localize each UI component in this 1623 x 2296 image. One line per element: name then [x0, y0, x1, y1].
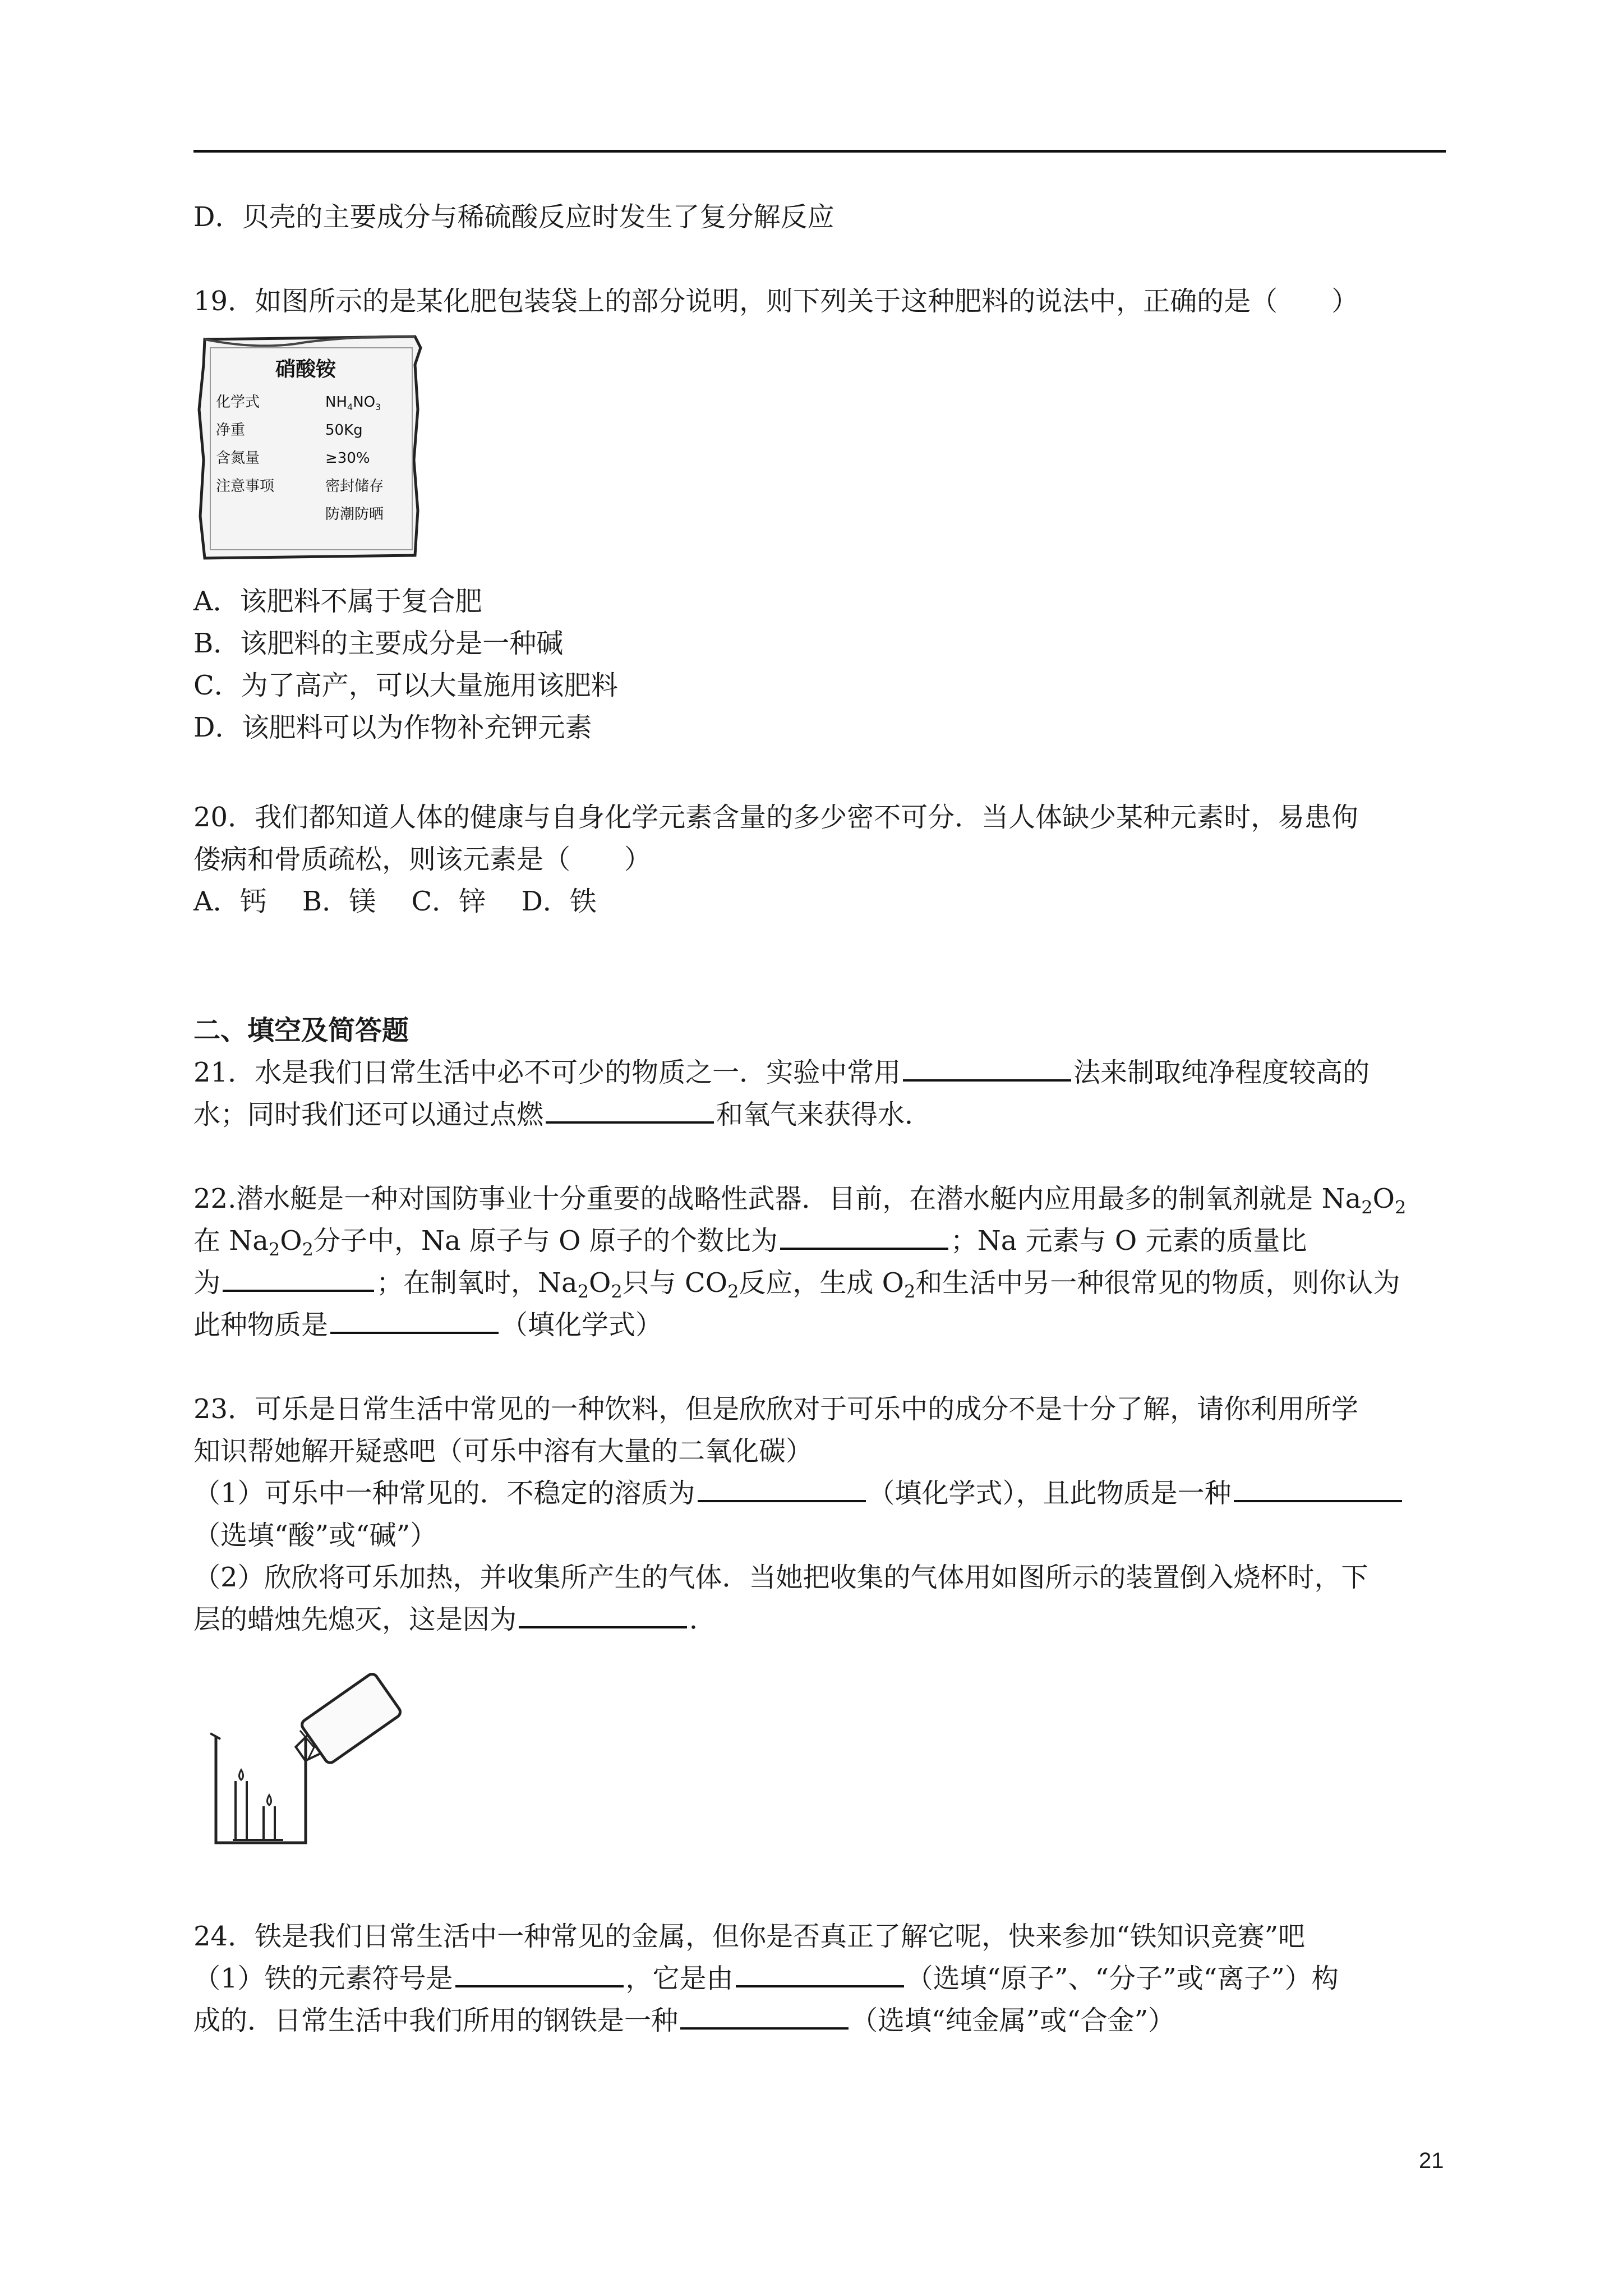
q21-line1: 21．水是我们日常生活中必不可少的物质之一．实验中常用 法来制取纯净程度较高的 — [193, 1055, 1370, 1091]
q21-blank-1 — [903, 1055, 1071, 1082]
q23-blank-1 — [698, 1475, 866, 1502]
label-value-nitrogen: ≥30% — [325, 450, 370, 467]
q19-option-c: C．为了高产，可以大量施用该肥料 — [193, 670, 618, 701]
q24-line1: 24．铁是我们日常生活中一种常见的金属，但你是否真正了解它呢，快来参加“铁知识竞赛”吧 — [193, 1921, 1306, 1952]
q20-stem-line2: 偻病和骨质疏松，则该元素是（ ） — [193, 844, 652, 875]
q24-blank-2 — [736, 1961, 904, 1987]
label-key-formula: 化学式 — [216, 394, 260, 411]
q23-line5: （2）欣欣将可乐加热，并收集所产生的气体．当她把收集的气体用如图所示的装置倒入烧杯时，下 — [193, 1562, 1368, 1593]
page-number: 21 — [1419, 2148, 1444, 2173]
q23-line3: （1）可乐中一种常见的．不稳定的溶质为 （填化学式），且此物质是一种 — [193, 1475, 1404, 1511]
q19-option-d: D．该肥料可以为作物补充钾元素 — [193, 712, 592, 743]
q22-blank-2 — [223, 1265, 374, 1292]
q24-line2: （1）铁的元素符号是 ，它是由 （选填“原子”、“分子”或“离子”）构 — [193, 1961, 1339, 1996]
label-key-weight: 净重 — [216, 422, 246, 439]
q21-line2: 水；同时我们还可以通过点燃 和氧气来获得水． — [193, 1097, 932, 1133]
q23-line1: 23．可乐是日常生活中常见的一种饮料，但是欣欣对于可乐中的成分不是十分了解，请你利用所学 — [193, 1393, 1359, 1425]
q24-blank-3 — [680, 2003, 849, 2030]
q19-option-b: B．该肥料的主要成分是一种碱 — [193, 628, 564, 659]
q19-stem: 19．如图所示的是某化肥包装袋上的部分说明，则下列关于这种肥料的说法中，正确的是（ ） — [193, 286, 1359, 317]
q23-line2: 知识帮她解开疑惑吧（可乐中溶有大量的二氧化碳） — [193, 1435, 813, 1467]
label-value-formula: $NH_4NO_3$ — [325, 394, 381, 412]
fertilizer-bag-image — [193, 331, 435, 578]
q24-blank-1 — [455, 1961, 624, 1987]
q20-stem-line1: 20．我们都知道人体的健康与自身化学元素含量的多少密不可分．当人体缺少某种元素时，易患佝 — [193, 802, 1359, 833]
label-value-weight: 50Kg — [325, 422, 363, 439]
label-value-notes-2: 防潮防晒 — [325, 506, 384, 523]
q20-options: A．钙 B．镁 C．锌 D．铁 — [193, 886, 597, 917]
label-title: 硝酸铵 — [275, 358, 336, 381]
q23-line6: 层的蜡烛先熄灭，这是因为 ． — [193, 1602, 716, 1637]
beaker-candle-image — [193, 1669, 407, 1854]
section-heading: 二、填空及简答题 — [193, 1015, 409, 1046]
q19-option-a: A．该肥料不属于复合肥 — [193, 586, 482, 617]
q21-blank-2 — [546, 1097, 714, 1124]
header-rule — [193, 150, 1446, 153]
q22-blank-3 — [330, 1307, 499, 1334]
q22-blank-1 — [780, 1223, 948, 1250]
label-key-notes: 注意事项 — [216, 478, 275, 495]
q22-line3: 为 ；在制氧时，$Na_2O_2$只与 $CO_2$反应，生成 $O_2$和生活中另一种很常见的物质，则你认为 — [193, 1265, 1400, 1301]
q18-option-d: D．贝壳的主要成分与稀硫酸反应时发生了复分解反应 — [193, 201, 834, 233]
q24-line3: 成的．日常生活中我们所用的钢铁是一种 （选填“纯金属”或“合金”） — [193, 2003, 1175, 2039]
q23-blank-3 — [519, 1602, 687, 1628]
label-value-notes: 密封储存 — [325, 478, 384, 495]
q22-line4: 此种物质是 （填化学式） — [193, 1307, 662, 1343]
q23-blank-2 — [1234, 1475, 1402, 1502]
q23-line4: （选填“酸”或“碱”） — [193, 1520, 437, 1551]
q22-line1: 22.潜水艇是一种对国防事业十分重要的战略性武器．目前，在潜水艇内应用最多的制氧剂就是 $Na_2O_2$ — [193, 1183, 1407, 1218]
q22-line2: 在 $Na_2O_2$分子中，Na 原子与 O 原子的个数比为 ；Na 元素与 O 元素的质量比 — [193, 1223, 1307, 1259]
label-key-nitrogen: 含氮量 — [216, 450, 260, 467]
